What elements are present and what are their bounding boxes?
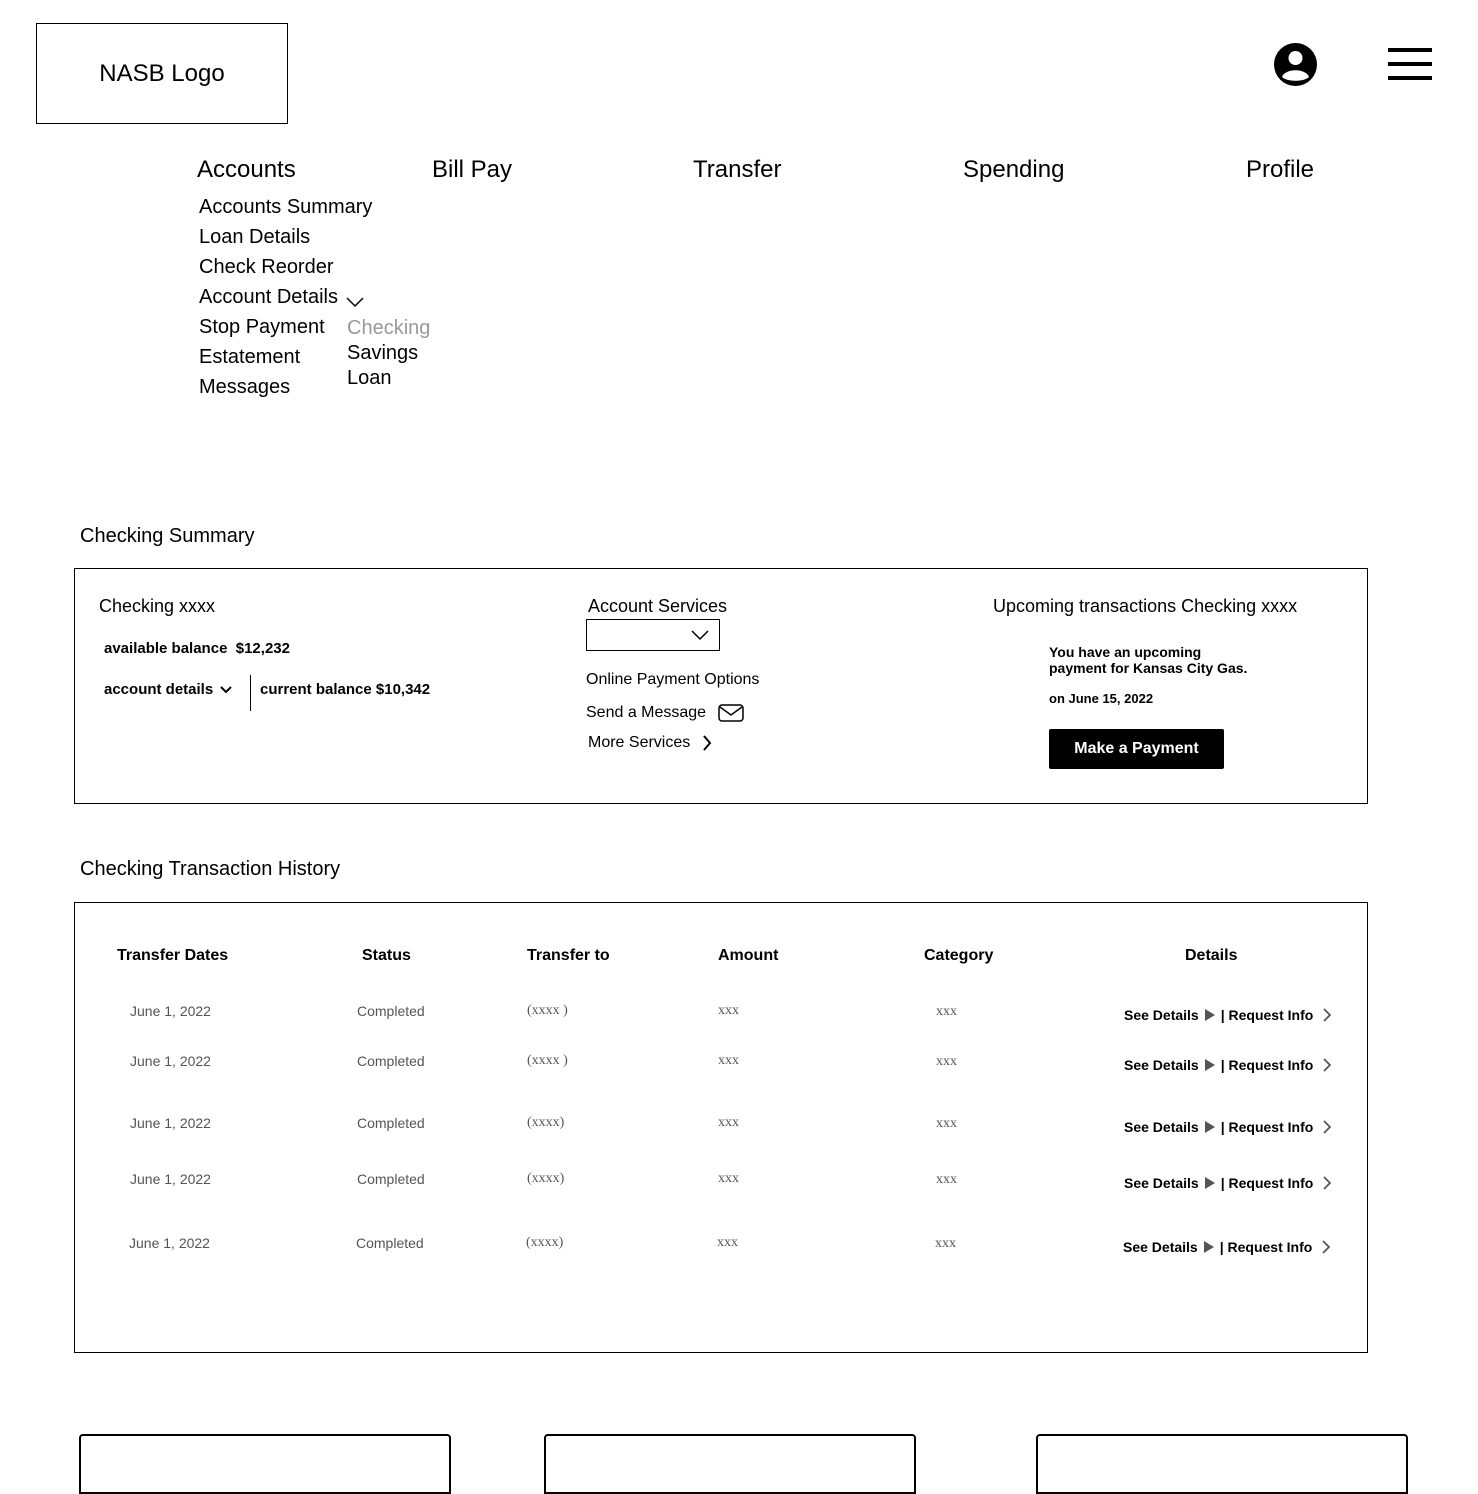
available-balance-value: $12,232 [235,640,290,657]
submenu-messages[interactable]: Messages [199,376,291,398]
cell-date: June 1, 2022 [129,1235,210,1251]
chevron-right-icon[interactable] [1322,1008,1332,1022]
column-header-transfer-dates: Transfer Dates [117,947,229,964]
account-details-label: account details [104,681,214,698]
submenu-check-reorder[interactable]: Check Reorder [199,256,334,278]
play-arrow-icon[interactable] [1204,1058,1216,1072]
cell-date: June 1, 2022 [130,1053,211,1069]
column-header-details: Details [1185,947,1238,964]
row-details-links [1124,1057,1332,1073]
logo-text: NASB Logo [99,59,225,87]
available-balance-label: available balance [104,640,228,657]
tab-transfer[interactable]: Transfer [693,156,782,183]
cell-transfer-to: (xxxx) [527,1115,565,1130]
bottom-card [544,1434,916,1494]
see-details-link[interactable]: See Details [1124,1057,1199,1073]
current-balance-label: current balance [260,681,372,698]
option-checking[interactable]: Checking [347,317,431,339]
see-details-link[interactable]: See Details [1123,1239,1198,1255]
current-balance-value: $10,342 [375,681,431,698]
cell-transfer-to: (xxxx) [527,1171,565,1186]
cell-date: June 1, 2022 [130,1115,211,1131]
cell-category: xxx [936,1004,957,1019]
make-payment-button[interactable]: Make a Payment [1049,729,1224,769]
submenu-account-details[interactable]: Account Details [199,286,338,308]
envelope-icon [718,703,744,723]
cell-amount: xxx [718,1171,739,1186]
checking-summary-title: Checking Summary [80,525,255,547]
request-info-link[interactable]: | Request Info [1220,1057,1314,1073]
logo-placeholder[interactable] [36,23,288,124]
divider [250,675,251,711]
account-services-select[interactable] [586,619,720,651]
bottom-card [79,1434,451,1494]
see-details-link[interactable]: See Details [1124,1175,1199,1191]
cell-status: Completed [357,1171,425,1187]
row-details-links [1123,1239,1331,1255]
request-info-link[interactable]: | Request Info [1220,1175,1314,1191]
chevron-right-icon[interactable] [1322,1120,1332,1134]
column-header-category: Category [924,947,994,964]
more-services-link[interactable] [588,734,712,752]
submenu-accounts-summary[interactable]: Accounts Summary [199,196,373,218]
more-services-label: More Services [588,734,691,751]
row-details-links [1124,1007,1332,1023]
request-info-link[interactable]: | Request Info [1220,1007,1314,1023]
cell-status: Completed [357,1003,425,1019]
cell-category: xxx [936,1172,957,1187]
transaction-history-title: Checking Transaction History [80,858,341,880]
cell-amount: xxx [717,1235,738,1250]
chevron-down-icon[interactable] [346,296,364,308]
upcoming-title: Upcoming transactions Checking xxxx [993,596,1298,616]
cell-transfer-to: (xxxx) [526,1235,564,1250]
cell-status: Completed [357,1115,425,1131]
send-message-link[interactable] [586,703,744,723]
cell-status: Completed [356,1235,424,1251]
available-balance [104,640,290,657]
play-arrow-icon[interactable] [1203,1240,1215,1254]
chevron-down-icon [691,629,709,641]
option-loan[interactable]: Loan [347,367,392,389]
play-arrow-icon[interactable] [1204,1176,1216,1190]
tab-bill-pay[interactable]: Bill Pay [432,156,513,183]
cell-amount: xxx [718,1115,739,1130]
account-name: Checking xxxx [99,596,216,616]
cell-date: June 1, 2022 [130,1171,211,1187]
current-balance [260,681,430,698]
request-info-link[interactable]: | Request Info [1220,1119,1314,1135]
column-header-transfer-to: Transfer to [527,947,610,964]
cell-date: June 1, 2022 [130,1003,211,1019]
submenu-loan-details[interactable]: Loan Details [199,226,311,248]
cell-amount: xxx [718,1053,739,1068]
chevron-down-icon [219,685,233,695]
cell-category: xxx [935,1236,956,1251]
upcoming-line-1: You have an upcoming [1049,644,1202,660]
cell-category: xxx [936,1116,957,1131]
cell-transfer-to: (xxxx ) [527,1053,568,1068]
chevron-right-icon[interactable] [1321,1240,1331,1254]
play-arrow-icon[interactable] [1204,1008,1216,1022]
see-details-link[interactable]: See Details [1124,1007,1199,1023]
hamburger-menu-icon[interactable] [1388,47,1432,81]
row-details-links [1124,1175,1332,1191]
cell-transfer-to: (xxxx ) [527,1003,568,1018]
submenu-estatement[interactable]: Estatement [199,346,301,368]
cell-status: Completed [357,1053,425,1069]
option-savings[interactable]: Savings [347,342,419,364]
chevron-right-icon[interactable] [1322,1058,1332,1072]
account-details-toggle[interactable] [104,681,233,698]
column-header-amount: Amount [718,947,779,964]
user-circle-icon[interactable] [1273,42,1318,87]
chevron-right-icon[interactable] [1322,1176,1332,1190]
upcoming-message [1049,644,1247,676]
see-details-link[interactable]: See Details [1124,1119,1199,1135]
tab-spending[interactable]: Spending [963,156,1065,183]
bottom-card [1036,1434,1408,1494]
request-info-link[interactable]: | Request Info [1219,1239,1313,1255]
play-arrow-icon[interactable] [1204,1120,1216,1134]
send-message-label: Send a Message [586,704,707,721]
submenu-stop-payment[interactable]: Stop Payment [199,316,325,338]
upcoming-line-2: payment for Kansas City Gas. [1049,660,1248,676]
tab-profile[interactable]: Profile [1246,156,1315,183]
cell-amount: xxx [718,1003,739,1018]
account-services-title: Account Services [588,596,728,616]
tab-accounts[interactable]: Accounts [197,156,296,183]
upcoming-date: on June 15, 2022 [1049,691,1154,706]
online-payment-options-link[interactable]: Online Payment Options [586,671,760,688]
chevron-right-icon [702,735,712,751]
cell-category: xxx [936,1054,957,1069]
column-header-status: Status [362,947,411,964]
row-details-links [1124,1119,1332,1135]
